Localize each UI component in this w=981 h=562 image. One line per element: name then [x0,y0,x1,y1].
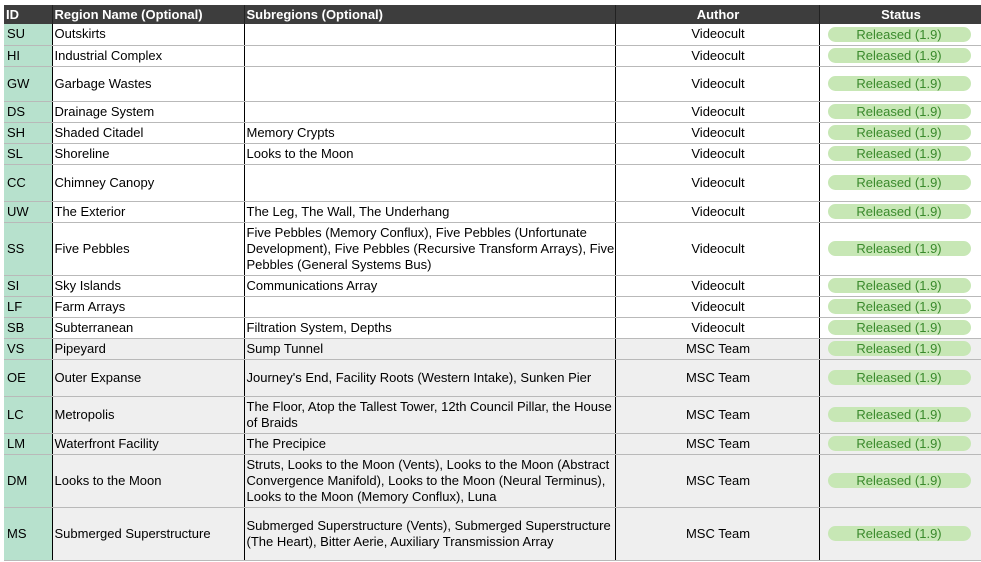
status-badge: Released (1.9) [828,241,971,256]
cell-author[interactable]: Videocult [615,45,819,66]
column-header-author[interactable]: Author [615,5,819,24]
table-row [4,359,981,396]
table-row [4,317,981,338]
cell-id[interactable]: SL [4,143,52,164]
cell-status[interactable] [819,507,981,560]
table-row [4,222,981,275]
status-badge: Released (1.9) [828,125,971,140]
cell-subregions[interactable]: The Precipice [244,433,615,454]
cell-author[interactable]: Videocult [615,101,819,122]
cell-id[interactable]: LM [4,433,52,454]
cell-region-name[interactable]: Farm Arrays [52,296,244,317]
cell-region-name[interactable]: Submerged Superstructure [52,507,244,560]
status-badge: Released (1.9) [828,320,971,335]
table-row [4,66,981,101]
cell-region-name[interactable]: Shoreline [52,143,244,164]
cell-status[interactable] [819,24,981,45]
cell-region-name[interactable]: Pipeyard [52,338,244,359]
cell-status[interactable] [819,338,981,359]
cell-region-name[interactable]: Five Pebbles [52,222,244,275]
cell-subregions[interactable] [244,45,615,66]
cell-id[interactable]: SB [4,317,52,338]
status-badge: Released (1.9) [828,370,971,385]
cell-status[interactable] [819,222,981,275]
table-row [4,396,981,433]
cell-status[interactable] [819,275,981,296]
status-badge: Released (1.9) [828,146,971,161]
region-table [4,5,981,561]
cell-region-name[interactable]: Metropolis [52,396,244,433]
status-badge: Released (1.9) [828,473,971,488]
cell-id[interactable]: CC [4,164,52,201]
cell-subregions[interactable] [244,66,615,101]
status-badge: Released (1.9) [828,104,971,119]
status-badge: Released (1.9) [828,436,971,451]
status-badge: Released (1.9) [828,278,971,293]
cell-subregions[interactable] [244,164,615,201]
status-badge: Released (1.9) [828,341,971,356]
header-row [4,5,981,24]
cell-author[interactable]: Videocult [615,317,819,338]
cell-status[interactable] [819,143,981,164]
cell-subregions[interactable]: Sump Tunnel [244,338,615,359]
cell-region-name[interactable]: Outer Expanse [52,359,244,396]
column-header-id[interactable]: ID [4,5,52,24]
cell-author[interactable]: MSC Team [615,454,819,507]
cell-subregions[interactable]: Journey's End, Facility Roots (Western Intake), Sunken Pier [244,359,615,396]
cell-region-name[interactable]: Shaded Citadel [52,122,244,143]
table-row [4,275,981,296]
cell-region-name[interactable]: Garbage Wastes [52,66,244,101]
table-row [4,296,981,317]
cell-status[interactable] [819,317,981,338]
table-row [4,164,981,201]
cell-subregions[interactable]: Submerged Superstructure (Vents), Submerged Superstructure (The Heart), Bitter Aerie, Auxiliary Transmission Array [244,507,615,560]
cell-id[interactable]: VS [4,338,52,359]
cell-subregions[interactable] [244,296,615,317]
cell-subregions[interactable]: Communications Array [244,275,615,296]
column-header-region-name[interactable]: Region Name (Optional) [52,5,244,24]
cell-status[interactable] [819,359,981,396]
table-row [4,433,981,454]
cell-status[interactable] [819,454,981,507]
cell-author[interactable]: Videocult [615,143,819,164]
table-row [4,143,981,164]
cell-id[interactable]: LF [4,296,52,317]
cell-subregions[interactable]: Struts, Looks to the Moon (Vents), Looks to the Moon (Abstract Convergence Manifold), Looks to the Moon (Neural Terminus), Looks to the Moon (Memory Conflux), Luna [244,454,615,507]
table-row [4,454,981,507]
cell-author[interactable]: MSC Team [615,433,819,454]
cell-status[interactable] [819,122,981,143]
column-header-status[interactable]: Status [819,5,981,24]
cell-subregions[interactable]: Filtration System, Depths [244,317,615,338]
cell-subregions[interactable]: Looks to the Moon [244,143,615,164]
cell-author[interactable]: MSC Team [615,507,819,560]
cell-status[interactable] [819,164,981,201]
cell-status[interactable] [819,396,981,433]
cell-author[interactable]: Videocult [615,122,819,143]
cell-id[interactable]: OE [4,359,52,396]
cell-author[interactable]: MSC Team [615,396,819,433]
cell-status[interactable] [819,101,981,122]
status-badge: Released (1.9) [828,299,971,314]
cell-author[interactable]: Videocult [615,66,819,101]
cell-author[interactable]: Videocult [615,201,819,222]
cell-author[interactable]: Videocult [615,275,819,296]
cell-status[interactable] [819,433,981,454]
cell-id[interactable]: DS [4,101,52,122]
cell-region-name[interactable]: Looks to the Moon [52,454,244,507]
table-row [4,338,981,359]
cell-id[interactable]: SS [4,222,52,275]
cell-region-name[interactable]: Chimney Canopy [52,164,244,201]
cell-subregions[interactable] [244,101,615,122]
table-row [4,122,981,143]
table-row [4,24,981,45]
cell-author[interactable]: MSC Team [615,338,819,359]
status-badge: Released (1.9) [828,48,971,63]
column-header-subregions[interactable]: Subregions (Optional) [244,5,615,24]
cell-region-name[interactable]: The Exterior [52,201,244,222]
cell-id[interactable]: SU [4,24,52,45]
cell-region-name[interactable]: Industrial Complex [52,45,244,66]
cell-subregions[interactable]: The Floor, Atop the Tallest Tower, 12th Council Pillar, the House of Braids [244,396,615,433]
cell-region-name[interactable]: Drainage System [52,101,244,122]
cell-subregions[interactable] [244,24,615,45]
cell-author[interactable]: Videocult [615,296,819,317]
cell-status[interactable] [819,201,981,222]
cell-region-name[interactable]: Waterfront Facility [52,433,244,454]
cell-author[interactable]: MSC Team [615,359,819,396]
cell-region-name[interactable]: Outskirts [52,24,244,45]
cell-author[interactable]: Videocult [615,24,819,45]
table-row [4,45,981,66]
cell-id[interactable]: SH [4,122,52,143]
cell-id[interactable]: UW [4,201,52,222]
cell-id[interactable]: DM [4,454,52,507]
cell-id[interactable]: SI [4,275,52,296]
table-row [4,101,981,122]
cell-status[interactable] [819,66,981,101]
cell-region-name[interactable]: Sky Islands [52,275,244,296]
status-badge: Released (1.9) [828,526,971,541]
cell-author[interactable]: Videocult [615,222,819,275]
cell-status[interactable] [819,296,981,317]
cell-id[interactable]: GW [4,66,52,101]
status-badge: Released (1.9) [828,76,971,91]
cell-region-name[interactable]: Subterranean [52,317,244,338]
status-badge: Released (1.9) [828,407,971,422]
cell-status[interactable] [819,45,981,66]
status-badge: Released (1.9) [828,175,971,190]
cell-subregions[interactable]: The Leg, The Wall, The Underhang [244,201,615,222]
table-row [4,507,981,560]
table-row [4,201,981,222]
status-badge: Released (1.9) [828,27,971,42]
cell-id[interactable]: LC [4,396,52,433]
cell-subregions[interactable]: Five Pebbles (Memory Conflux), Five Pebbles (Unfortunate Development), Five Pebbles (Recursive Transform Arrays), Five Pebbles (General Systems Bus) [244,222,615,275]
cell-id[interactable]: MS [4,507,52,560]
cell-id[interactable]: HI [4,45,52,66]
cell-author[interactable]: Videocult [615,164,819,201]
status-badge: Released (1.9) [828,204,971,219]
cell-subregions[interactable]: Memory Crypts [244,122,615,143]
